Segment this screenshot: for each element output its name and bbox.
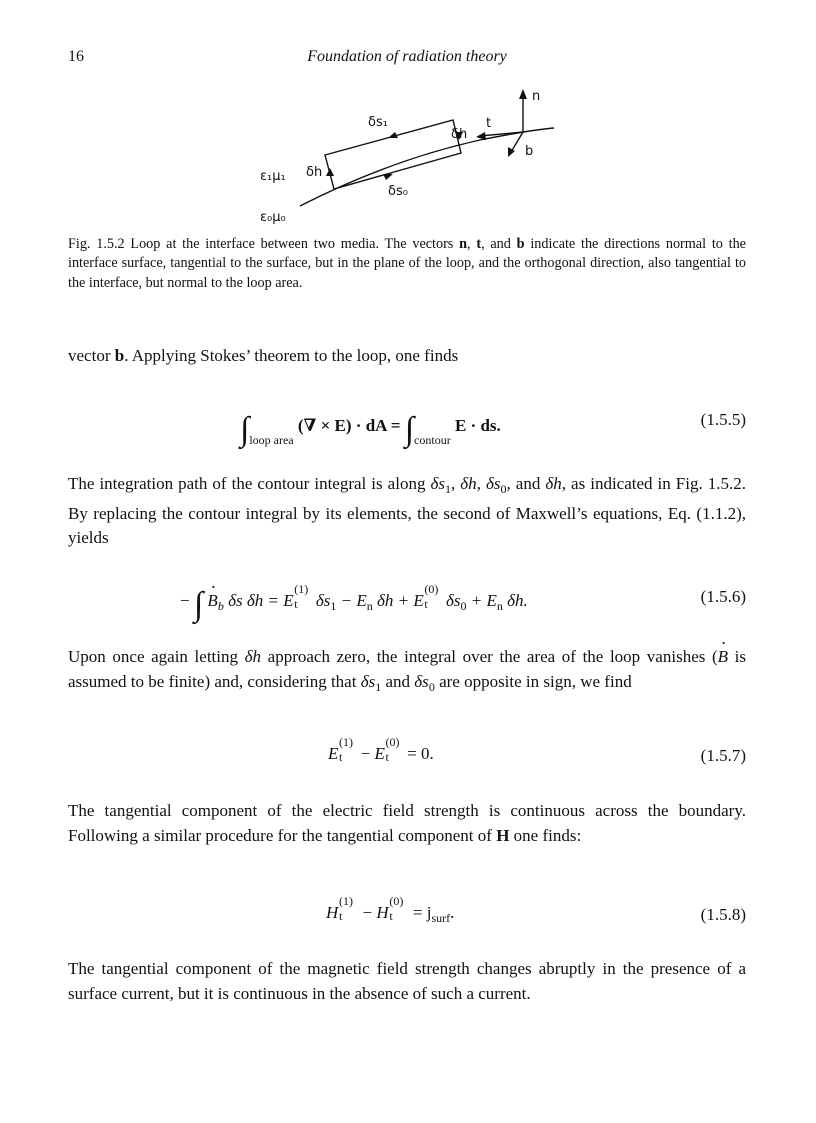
integral-sign: ∫ xyxy=(193,586,204,623)
text-run: and xyxy=(381,671,415,691)
text-run: is assumed to be finite) and, considering that xyxy=(68,647,747,691)
math-h: H xyxy=(326,903,339,922)
math-subscript: t xyxy=(339,909,343,923)
s0-arrowhead xyxy=(383,174,393,180)
label-b: b xyxy=(525,144,534,159)
math-subscript: 0 xyxy=(460,599,467,613)
h-left-arrowhead xyxy=(326,168,334,176)
vector-h: H xyxy=(496,825,510,845)
math-delta-h: δh xyxy=(244,647,262,666)
math-superscript: (0) xyxy=(424,582,439,596)
math-run: δs xyxy=(441,591,461,610)
math-run: − E xyxy=(336,591,367,610)
text-run: approach zero, the integral over the area of the loop vanishes ( xyxy=(261,647,718,666)
math-subscript: 0 xyxy=(500,482,507,496)
math-subscript: n xyxy=(496,599,503,613)
math-subscript: t xyxy=(385,750,389,764)
loop-diagram xyxy=(240,82,580,232)
integral-subscript-loop-area: loop area xyxy=(249,433,294,447)
math-delta-s: δs xyxy=(485,474,501,493)
math-run: + E xyxy=(466,591,497,610)
math-b-dot: B · xyxy=(207,591,217,611)
caption-vector-t: t xyxy=(476,236,482,252)
math-subscript: t xyxy=(294,597,298,611)
math-subscript: 1 xyxy=(375,679,382,694)
math-superscript: (0) xyxy=(389,894,404,908)
caption-sep-2: , and xyxy=(481,236,517,252)
math-run: δh. xyxy=(502,591,528,610)
caption-vector-b: b xyxy=(516,236,525,252)
math-run: . xyxy=(450,903,455,922)
equation-number: (1.5.6) xyxy=(700,587,746,606)
integral-sign: ∫ xyxy=(240,411,250,448)
running-head: Foundation of radiation theory xyxy=(307,48,507,65)
label-eps0-mu0: ε₀μ₀ xyxy=(260,210,286,225)
math-run: δs xyxy=(311,591,331,610)
page-header xyxy=(68,48,746,70)
math-subscript: n xyxy=(366,599,373,613)
equation-number: (1.5.8) xyxy=(700,905,746,924)
label-eps1-mu1: ε₁μ₁ xyxy=(260,169,286,184)
text-run: vector xyxy=(68,346,115,365)
interface-curve xyxy=(300,128,554,206)
b-arrowhead xyxy=(508,147,515,157)
label-delta-s1: δs₁ xyxy=(368,115,388,130)
minus-sign: − xyxy=(356,744,375,763)
math-run: = j xyxy=(408,903,432,922)
math-b-dot: B · xyxy=(718,645,728,670)
math-superscript: (1) xyxy=(339,894,353,908)
math-delta-s: δs xyxy=(414,671,429,691)
text-run: are opposite in sign, we find xyxy=(434,671,632,691)
equation-number: (1.5.7) xyxy=(700,746,746,765)
equation-1-5-7 xyxy=(68,735,746,784)
page-number: 16 xyxy=(68,48,84,65)
equation-number: (1.5.5) xyxy=(700,410,746,429)
math-subscript: b xyxy=(217,599,224,613)
math-subscript: surf xyxy=(431,911,451,925)
math-h-t-0 xyxy=(376,894,404,923)
math-delta-s: δs xyxy=(430,474,445,493)
equation-1-5-5 xyxy=(68,402,746,448)
text-run: , xyxy=(476,474,486,493)
integral-sign: ∫ xyxy=(404,411,415,448)
text-run: , xyxy=(451,474,461,493)
equation-body xyxy=(180,577,528,623)
math-subscript: t xyxy=(339,750,343,764)
label-delta-s0: δs₀ xyxy=(388,184,408,199)
math-h-t-1 xyxy=(326,894,353,923)
math-e-t-0 xyxy=(374,735,400,764)
math-e: E xyxy=(413,591,424,610)
b-vector xyxy=(511,132,523,152)
paragraph-stokes-intro xyxy=(68,344,746,369)
math-e-t-0 xyxy=(413,582,439,611)
text-run: The tangential component of the electric field strength is continuous across the boundary. Following a similar procedure for the tangential component of xyxy=(68,801,746,845)
equation-1-5-6 xyxy=(68,577,746,623)
math-e-t-1 xyxy=(328,735,353,764)
integral-subscript-contour: contour xyxy=(414,433,451,447)
math-delta-h: δh xyxy=(545,474,562,493)
paragraph-letting-h-zero xyxy=(68,645,746,699)
label-t: t xyxy=(486,116,492,131)
t-arrowhead xyxy=(476,132,486,140)
rhs-integrand: E · ds. xyxy=(454,416,501,435)
math-subscript: t xyxy=(389,909,393,923)
figure-loop-interface xyxy=(240,82,580,232)
math-delta-s: δs xyxy=(360,671,376,691)
math-superscript: (0) xyxy=(385,735,400,749)
text-run: , and xyxy=(506,474,546,493)
caption-label: Fig. 1.5.2 xyxy=(68,236,125,252)
equation-body xyxy=(328,735,434,764)
text-run: Upon once again letting xyxy=(68,647,245,666)
equation-body xyxy=(326,894,455,926)
math-e: E xyxy=(283,591,294,610)
label-delta-h-right: δh xyxy=(451,127,468,142)
math-subscript: 0 xyxy=(428,679,435,694)
equation-body xyxy=(240,402,501,448)
minus-sign: − xyxy=(180,591,190,610)
math-run: δs δh = xyxy=(223,591,284,610)
caption-text-1: Loop at the interface between two media. The vectors xyxy=(124,236,460,252)
math-e: E xyxy=(374,744,385,763)
label-n: n xyxy=(532,89,541,104)
math-subscript: 1 xyxy=(445,482,451,496)
math-e: E xyxy=(328,744,339,763)
math-e-t-1 xyxy=(283,582,309,611)
figure-caption xyxy=(68,235,746,293)
caption-sep-1: , xyxy=(467,236,477,252)
math-h: H xyxy=(376,903,389,922)
n-arrowhead xyxy=(519,89,527,99)
math-subscript: 1 xyxy=(330,599,337,613)
text-run: , as indicated in Fig. 1.5.2. By replacing the contour integral by its elements, the second of Maxwell’s equations, Eq. (1.1.2), yields xyxy=(68,474,747,547)
math-superscript: (1) xyxy=(294,582,309,596)
s1-arrowhead xyxy=(388,132,398,138)
equation-1-5-8 xyxy=(68,894,746,943)
caption-vector-n: n xyxy=(459,236,467,252)
lhs-integrand: (∇ × E) · dA = xyxy=(297,416,401,435)
text-run: The integration path of the contour integral is along xyxy=(68,474,431,493)
math-superscript: (1) xyxy=(339,735,353,749)
math-run: = 0. xyxy=(402,744,434,763)
label-delta-h-left: δh xyxy=(306,165,323,180)
paragraph-tangential-magnetic: The tangential component of the magnetic field strength changes abruptly in the presence of a surface current, but it is continuous in the absence of such a current. xyxy=(68,959,746,1003)
vector-b: b xyxy=(114,346,125,365)
paragraph-integration-path xyxy=(68,472,746,551)
paragraph-tangential-electric xyxy=(68,799,746,848)
text-run: . Applying Stokes’ theorem to the loop, one finds xyxy=(124,346,459,365)
math-subscript: t xyxy=(424,597,428,611)
minus-sign: − xyxy=(358,903,377,922)
text-run: one finds: xyxy=(509,825,582,845)
caption-text-2: indicate the directions normal to the interface surface, tangential to the surface, but in the plane of the loop, and the orthogonal direction, also tangential to the interface, but normal to the loop area. xyxy=(68,236,746,291)
math-delta-h: δh xyxy=(460,474,477,493)
math-run: δh + xyxy=(372,591,414,610)
loop-rectangle xyxy=(325,120,461,189)
